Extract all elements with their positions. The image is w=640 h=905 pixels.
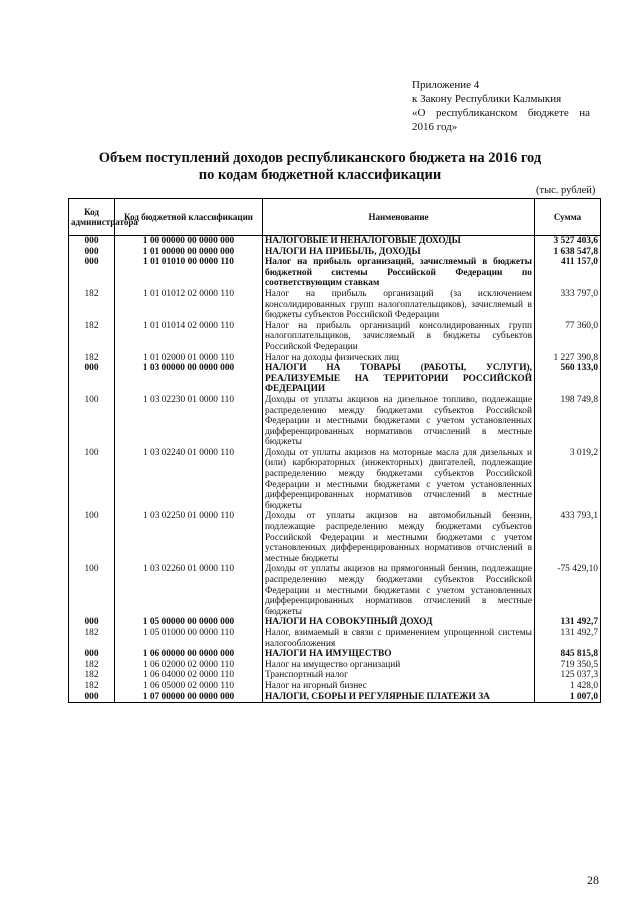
cell-admin-code: 000 [69,257,115,289]
table-row [69,395,601,448]
cell-budget-code: 1 03 00000 00 0000 000 [115,363,263,395]
appendix-line: 2016 год» [412,121,458,133]
cell-budget-code: 1 05 00000 00 0000 000 [115,617,263,628]
cell-budget-code: 1 01 00000 00 0000 000 [115,247,263,258]
header-budget-code: Код бюджетной классификации [115,199,263,236]
cell-sum: 131 492,7 [535,617,601,628]
table-row [69,289,601,321]
table-row [69,617,601,628]
cell-name: НАЛОГИ, СБОРЫ И РЕГУЛЯРНЫЕ ПЛАТЕЖИ ЗА [263,692,535,703]
cell-sum: 3 019,2 [535,448,601,512]
table-row [69,670,601,681]
cell-sum: 560 133,0 [535,363,601,395]
cell-name: Доходы от уплаты акцизов на дизельное топливо, подлежащие распределению между бюджетами субъектов Российской Федерации и местными бюджетами с учетом установленных дифференцированных нормативов отчислений в местные бюджеты [263,395,535,448]
appendix-note [412,78,590,134]
header-name: Наименование [263,199,535,236]
cell-sum: 333 797,0 [535,289,601,321]
table-row [69,564,601,617]
cell-sum: 1 007,0 [535,692,601,703]
cell-sum: 1 428,0 [535,681,601,692]
cell-budget-code: 1 01 01012 02 0000 110 [115,289,263,321]
cell-sum: -75 429,10 [535,564,601,617]
cell-admin-code: 100 [69,564,115,617]
table-row [69,681,601,692]
table-row [69,353,601,364]
cell-name: Налог на прибыль организаций, зачисляемый в бюджеты бюджетной системы Российской Федерации по соответствующим ставкам [263,257,535,289]
cell-budget-code: 1 03 02250 01 0000 110 [115,511,263,564]
cell-name: Доходы от уплаты акцизов на автомобильный бензин, подлежащие распределению между бюджетами субъектов Российской Федерации и местными бюджетами с учетом установленных дифференцированных нормативов отчислений в местные бюджеты [263,511,535,564]
appendix-line: к Закону Республики Калмыкия [412,93,562,105]
cell-budget-code: 1 06 04000 02 0000 110 [115,670,263,681]
cell-admin-code: 182 [69,289,115,321]
cell-budget-code: 1 06 02000 02 0000 110 [115,660,263,671]
cell-sum: 433 793,1 [535,511,601,564]
table-row [69,247,601,258]
table-row [69,236,601,247]
cell-name: НАЛОГИ НА ПРИБЫЛЬ, ДОХОДЫ [263,247,535,258]
cell-name: НАЛОГОВЫЕ И НЕНАЛОГОВЫЕ ДОХОДЫ [263,236,535,247]
cell-budget-code: 1 01 01014 02 0000 110 [115,321,263,353]
header-admin-code: Код администратора [69,199,115,236]
title-line: по кодам бюджетной классификации [198,167,442,183]
cell-sum: 411 157,0 [535,257,601,289]
table-row [69,649,601,660]
cell-sum: 1 227 390,8 [535,353,601,364]
cell-admin-code: 000 [69,692,115,703]
table-row [69,628,601,649]
cell-sum: 131 492,7 [535,628,601,649]
cell-admin-code: 000 [69,236,115,247]
title-line: Объем поступлений доходов республиканского бюджета на 2016 год [98,150,542,166]
cell-budget-code: 1 03 02260 01 0000 110 [115,564,263,617]
cell-sum: 719 350,5 [535,660,601,671]
cell-admin-code: 182 [69,670,115,681]
cell-budget-code: 1 03 02240 01 0000 110 [115,448,263,512]
cell-name: Доходы от уплаты акцизов на прямогонный бензин, подлежащие распределению между бюджетами субъектов Российской Федерации и местными бюджетами с учетом установленных дифференцированных нормативов отчислений в местные бюджеты [263,564,535,617]
header-sum: Сумма [535,199,601,236]
cell-name: Налог на игорный бизнес [263,681,535,692]
cell-sum: 77 360,0 [535,321,601,353]
table-header-row [69,199,601,236]
cell-admin-code: 000 [69,649,115,660]
units-note: (тыс. рублей) [536,185,596,196]
cell-budget-code: 1 01 01010 00 0000 110 [115,257,263,289]
cell-admin-code: 182 [69,321,115,353]
cell-sum: 1 638 547,8 [535,247,601,258]
appendix-line: «О республиканском бюджете на [412,107,590,119]
cell-admin-code: 100 [69,395,115,448]
table-row [69,660,601,671]
document-title [90,150,550,184]
table-row [69,692,601,703]
cell-admin-code: 182 [69,628,115,649]
cell-name: Налог на доходы физических лиц [263,353,535,364]
table-row [69,511,601,564]
cell-name: НАЛОГИ НА СОВОКУПНЫЙ ДОХОД [263,617,535,628]
appendix-line: Приложение 4 [412,79,480,91]
cell-budget-code: 1 00 00000 00 0000 000 [115,236,263,247]
cell-budget-code: 1 05 01000 00 0000 110 [115,628,263,649]
table-row [69,448,601,512]
cell-budget-code: 1 06 05000 02 0000 110 [115,681,263,692]
cell-sum: 845 815,8 [535,649,601,660]
cell-admin-code: 000 [69,363,115,395]
cell-sum: 125 037,3 [535,670,601,681]
cell-admin-code: 182 [69,353,115,364]
cell-name: Налог на имущество организаций [263,660,535,671]
table-row [69,321,601,353]
cell-admin-code: 100 [69,448,115,512]
cell-budget-code: 1 06 00000 00 0000 000 [115,649,263,660]
cell-admin-code: 182 [69,681,115,692]
cell-budget-code: 1 03 02230 01 0000 110 [115,395,263,448]
cell-name: НАЛОГИ НА ИМУЩЕСТВО [263,649,535,660]
table-row [69,363,601,395]
cell-name: Налог, взимаемый в связи с применением упрощенной системы налогообложения [263,628,535,649]
cell-admin-code: 000 [69,247,115,258]
cell-name: Транспортный налог [263,670,535,681]
cell-name: Налог на прибыль организаций консолидированных групп налогоплательщиков, зачисляемый в бюджеты субъектов Российской Федерации [263,321,535,353]
cell-name: Доходы от уплаты акцизов на моторные масла для дизельных и (или) карбюраторных (инжекторных) двигателей, подлежащие распределению между бюджетами субъектов Российской Федерации и местными бюджетами с учетом установленных дифференцированных нормативов отчислений в местные бюджеты [263,448,535,512]
cell-budget-code: 1 07 00000 00 0000 000 [115,692,263,703]
revenue-table [68,198,601,703]
cell-sum: 198 749,8 [535,395,601,448]
cell-admin-code: 100 [69,511,115,564]
cell-name: Налог на прибыль организаций (за исключением консолидированных групп налогоплательщиков), зачисляемый в бюджеты субъектов Российской Федерации [263,289,535,321]
cell-sum: 3 527 403,6 [535,236,601,247]
cell-admin-code: 000 [69,617,115,628]
cell-budget-code: 1 01 02000 01 0000 110 [115,353,263,364]
page-number: 28 [587,873,599,887]
cell-admin-code: 182 [69,660,115,671]
cell-name: НАЛОГИ НА ТОВАРЫ (РАБОТЫ, УСЛУГИ), РЕАЛИЗУЕМЫЕ НА ТЕРРИТОРИИ РОССИЙСКОЙ ФЕДЕРАЦИИ [263,363,535,395]
table-row [69,257,601,289]
